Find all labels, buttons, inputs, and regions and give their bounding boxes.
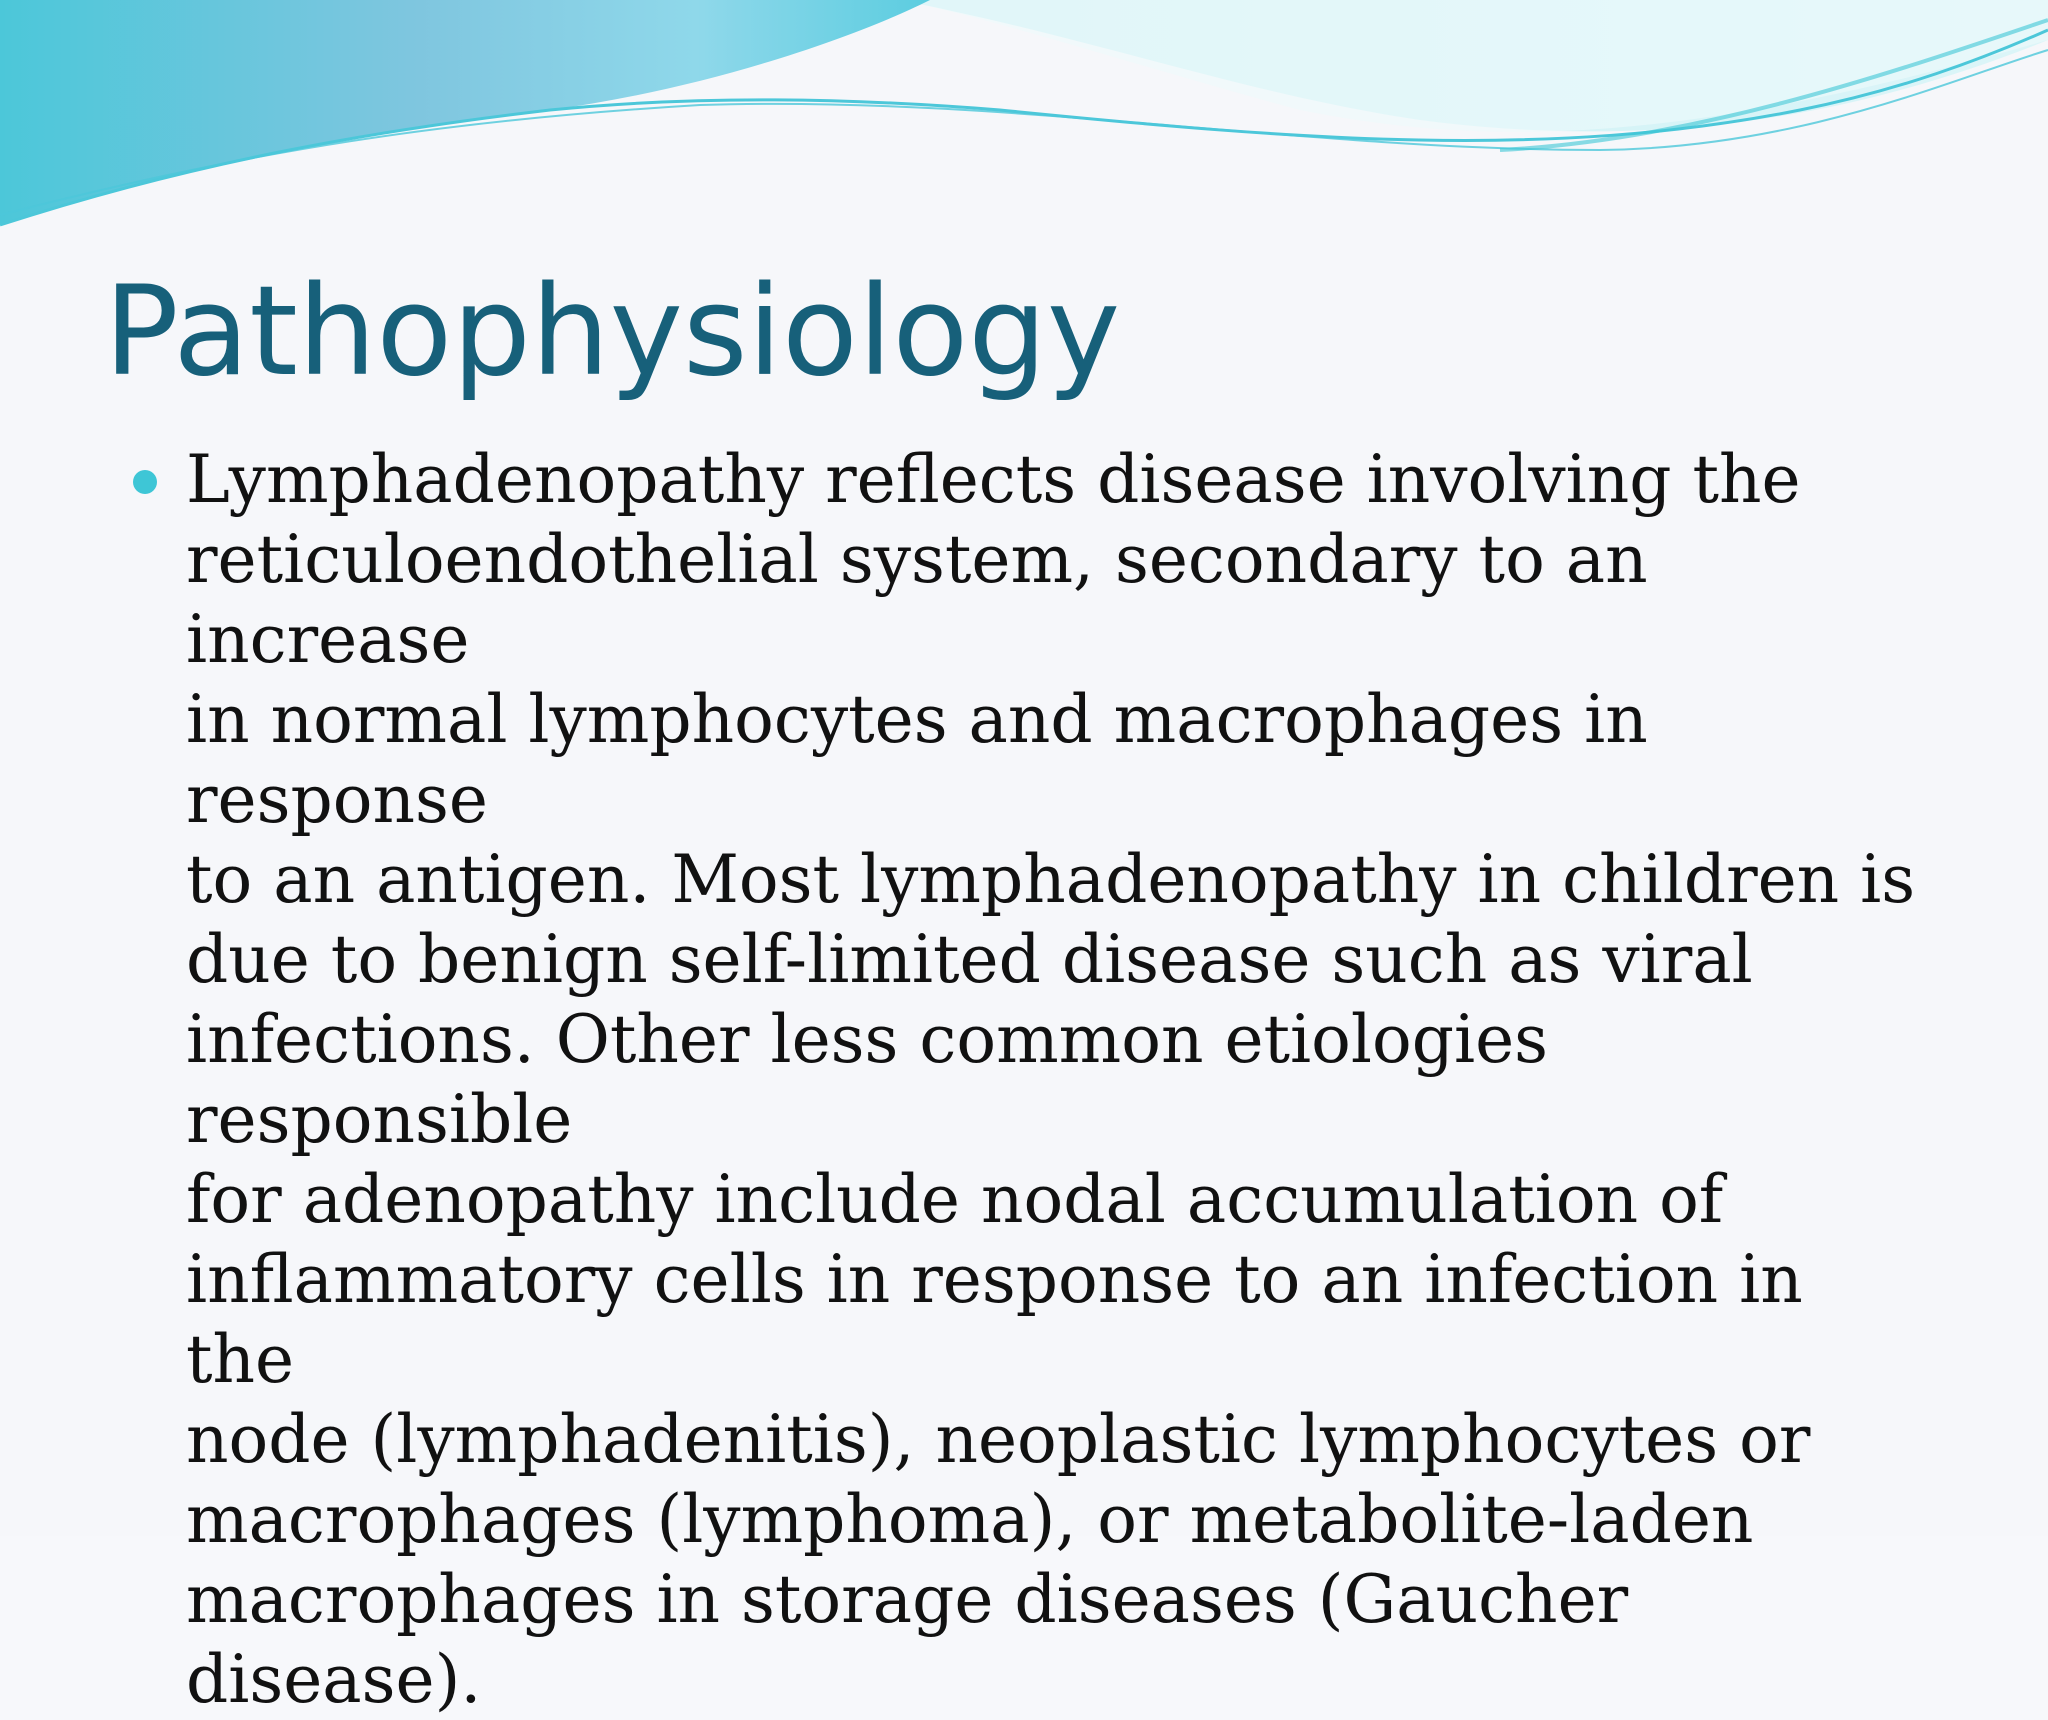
- bullet-dot-icon: [133, 470, 157, 494]
- bullet-text: Lymphadenopathy reflects disease involving the reticuloendothelial system, secondary to an increase in normal lymphocytes and macrophages in response to an antigen. Most lymphadenopathy in children is due to benign self-limited disease such as viral infections. Other less common etiologies responsible for adenopathy include nodal accumulation of inflammatory cells in response to an infection in the node (lymphadenitis), neoplastic lymphocytes or macrophages (lymphoma), or metabolite-laden macrophages in storage diseases (Gaucher disease).: [186, 441, 1916, 1718]
- header-wave-decoration: [0, 0, 2048, 260]
- bullet-item: [124, 440, 1924, 1720]
- bullet-list: [124, 440, 1924, 1720]
- slide-title: Pathophysiology: [104, 260, 1121, 404]
